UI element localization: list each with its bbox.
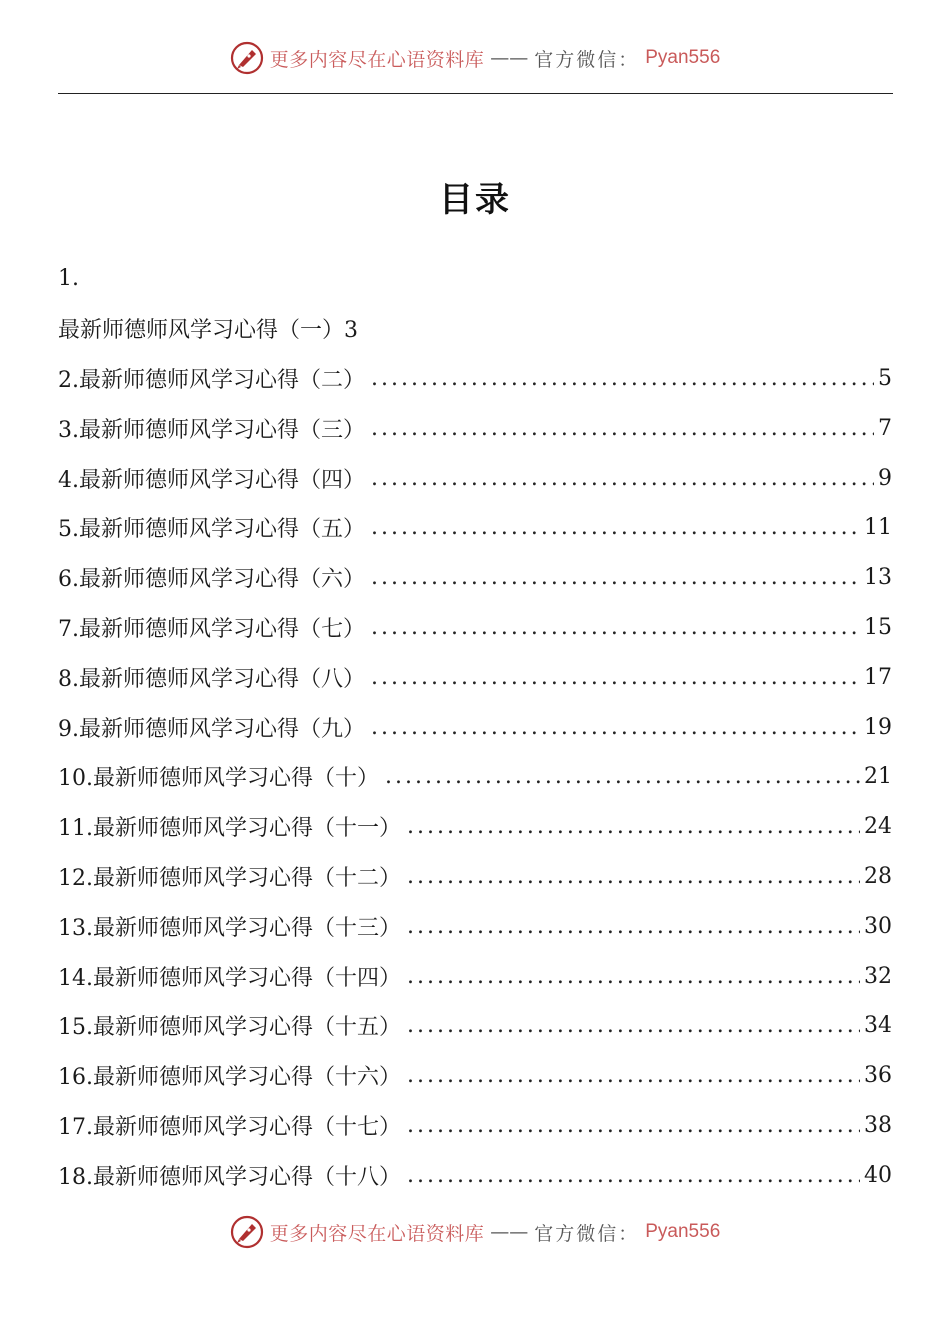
- toc-entry-page-number: 21: [864, 764, 892, 790]
- toc-dot-leader: [371, 565, 860, 590]
- footer-wechat-id: Pyan556: [645, 1221, 721, 1242]
- toc-entry-page-number: 9: [878, 465, 892, 491]
- toc-entry-page-number: 15: [864, 614, 892, 640]
- toc-entry[interactable]: [58, 1051, 892, 1101]
- toc-entry-label: 2.最新师德师风学习心得（二）: [58, 367, 365, 393]
- header-divider: [58, 93, 893, 94]
- toc-first-number-text: 1.: [58, 266, 79, 292]
- toc-entry-label: 16.最新师德师风学习心得（十六）: [58, 1065, 401, 1091]
- table-of-contents: [58, 254, 892, 1200]
- header-banner: [0, 38, 950, 78]
- toc-entry-label: 6.最新师德师风学习心得（六）: [58, 567, 365, 593]
- toc-dot-leader: [407, 1113, 860, 1138]
- toc-entry-label: 10.最新师德师风学习心得（十）: [58, 766, 379, 792]
- toc-entry-page-number: 36: [864, 1063, 892, 1089]
- footer-separator: ——: [490, 1221, 529, 1243]
- toc-entry-label: 5.最新师德师风学习心得（五）: [58, 517, 365, 543]
- toc-entry-label: 12.最新师德师风学习心得（十二）: [58, 865, 401, 891]
- toc-entry-page-number: 34: [864, 1013, 892, 1039]
- header-wechat-label: 官方微信：: [534, 48, 640, 71]
- toc-entry-list: [58, 354, 892, 1201]
- toc-entry[interactable]: [58, 354, 892, 404]
- toc-entry-label: 8.最新师德师风学习心得（八）: [58, 666, 365, 692]
- toc-entry-label: 18.最新师德师风学习心得（十八）: [58, 1164, 401, 1190]
- toc-dot-leader: [407, 914, 860, 939]
- toc-entry-label: 9.最新师德师风学习心得（九）: [58, 716, 365, 742]
- footer-banner-content: [230, 1215, 721, 1249]
- header-wechat-id: Pyan556: [645, 47, 721, 68]
- toc-entry-page-number: 28: [864, 863, 892, 889]
- toc-dot-leader: [407, 1163, 860, 1188]
- page-title: 目录: [439, 180, 511, 220]
- toc-entry[interactable]: [58, 802, 892, 852]
- toc-dot-leader: [407, 964, 860, 989]
- toc-entry-page-number: 7: [878, 415, 892, 441]
- footer-wechat-label: 官方微信：: [534, 1222, 640, 1245]
- toc-dot-leader: [407, 1013, 860, 1038]
- toc-dot-leader: [371, 715, 860, 740]
- toc-entry[interactable]: [58, 901, 892, 951]
- toc-entry[interactable]: [58, 852, 892, 902]
- toc-entry-page-number: 30: [864, 913, 892, 939]
- header-separator: ——: [490, 47, 529, 69]
- toc-entry[interactable]: [58, 1150, 892, 1200]
- toc-first-entry[interactable]: [58, 304, 892, 354]
- toc-dot-leader: [371, 416, 874, 441]
- toc-entry[interactable]: [58, 453, 892, 503]
- toc-entry-label: 13.最新师德师风学习心得（十三）: [58, 915, 401, 941]
- toc-entry-page-number: 5: [878, 365, 892, 391]
- header-banner-content: [230, 41, 721, 75]
- toc-entry[interactable]: [58, 951, 892, 1001]
- toc-entry-label: 11.最新师德师风学习心得（十一）: [58, 816, 401, 842]
- toc-entry[interactable]: [58, 1101, 892, 1151]
- toc-first-entry-text: 最新师德师风学习心得（一）3: [58, 318, 358, 344]
- toc-dot-leader: [371, 366, 874, 391]
- toc-dot-leader: [371, 615, 860, 640]
- toc-entry-label: 3.最新师德师风学习心得（三）: [58, 417, 365, 443]
- toc-entry-page-number: 38: [864, 1112, 892, 1138]
- toc-dot-leader: [385, 764, 860, 789]
- toc-dot-leader: [407, 814, 860, 839]
- toc-entry-label: 4.最新师德师风学习心得（四）: [58, 467, 365, 493]
- toc-entry-page-number: 17: [864, 664, 892, 690]
- footer-banner: [0, 1212, 950, 1252]
- toc-entry[interactable]: [58, 603, 892, 653]
- toc-dot-leader: [371, 515, 860, 540]
- toc-entry[interactable]: [58, 403, 892, 453]
- toc-dot-leader: [371, 466, 874, 491]
- toc-dot-leader: [407, 864, 860, 889]
- toc-entry[interactable]: [58, 702, 892, 752]
- toc-entry-page-number: 13: [864, 565, 892, 591]
- toc-entry-page-number: 40: [864, 1162, 892, 1188]
- toc-entry-label: 14.最新师德师风学习心得（十四）: [58, 965, 401, 991]
- toc-entry[interactable]: [58, 553, 892, 603]
- toc-entry-label: 7.最新师德师风学习心得（七）: [58, 616, 365, 642]
- toc-entry-label: 15.最新师德师风学习心得（十五）: [58, 1015, 401, 1041]
- pen-nib-logo-icon: [230, 1215, 264, 1249]
- toc-entry-page-number: 24: [864, 814, 892, 840]
- toc-entry-page-number: 11: [864, 515, 892, 541]
- footer-promo-text: 更多内容尽在心语资料库: [269, 1222, 485, 1245]
- toc-first-number: [58, 254, 892, 304]
- header-promo-text: 更多内容尽在心语资料库: [269, 48, 485, 71]
- toc-entry[interactable]: [58, 652, 892, 702]
- toc-entry-page-number: 19: [864, 714, 892, 740]
- toc-dot-leader: [371, 665, 860, 690]
- toc-entry[interactable]: [58, 752, 892, 802]
- toc-entry[interactable]: [58, 503, 892, 553]
- toc-entry[interactable]: [58, 1001, 892, 1051]
- toc-entry-page-number: 32: [864, 963, 892, 989]
- toc-entry-label: 17.最新师德师风学习心得（十七）: [58, 1114, 401, 1140]
- toc-dot-leader: [407, 1063, 860, 1088]
- pen-nib-logo-icon: [230, 41, 264, 75]
